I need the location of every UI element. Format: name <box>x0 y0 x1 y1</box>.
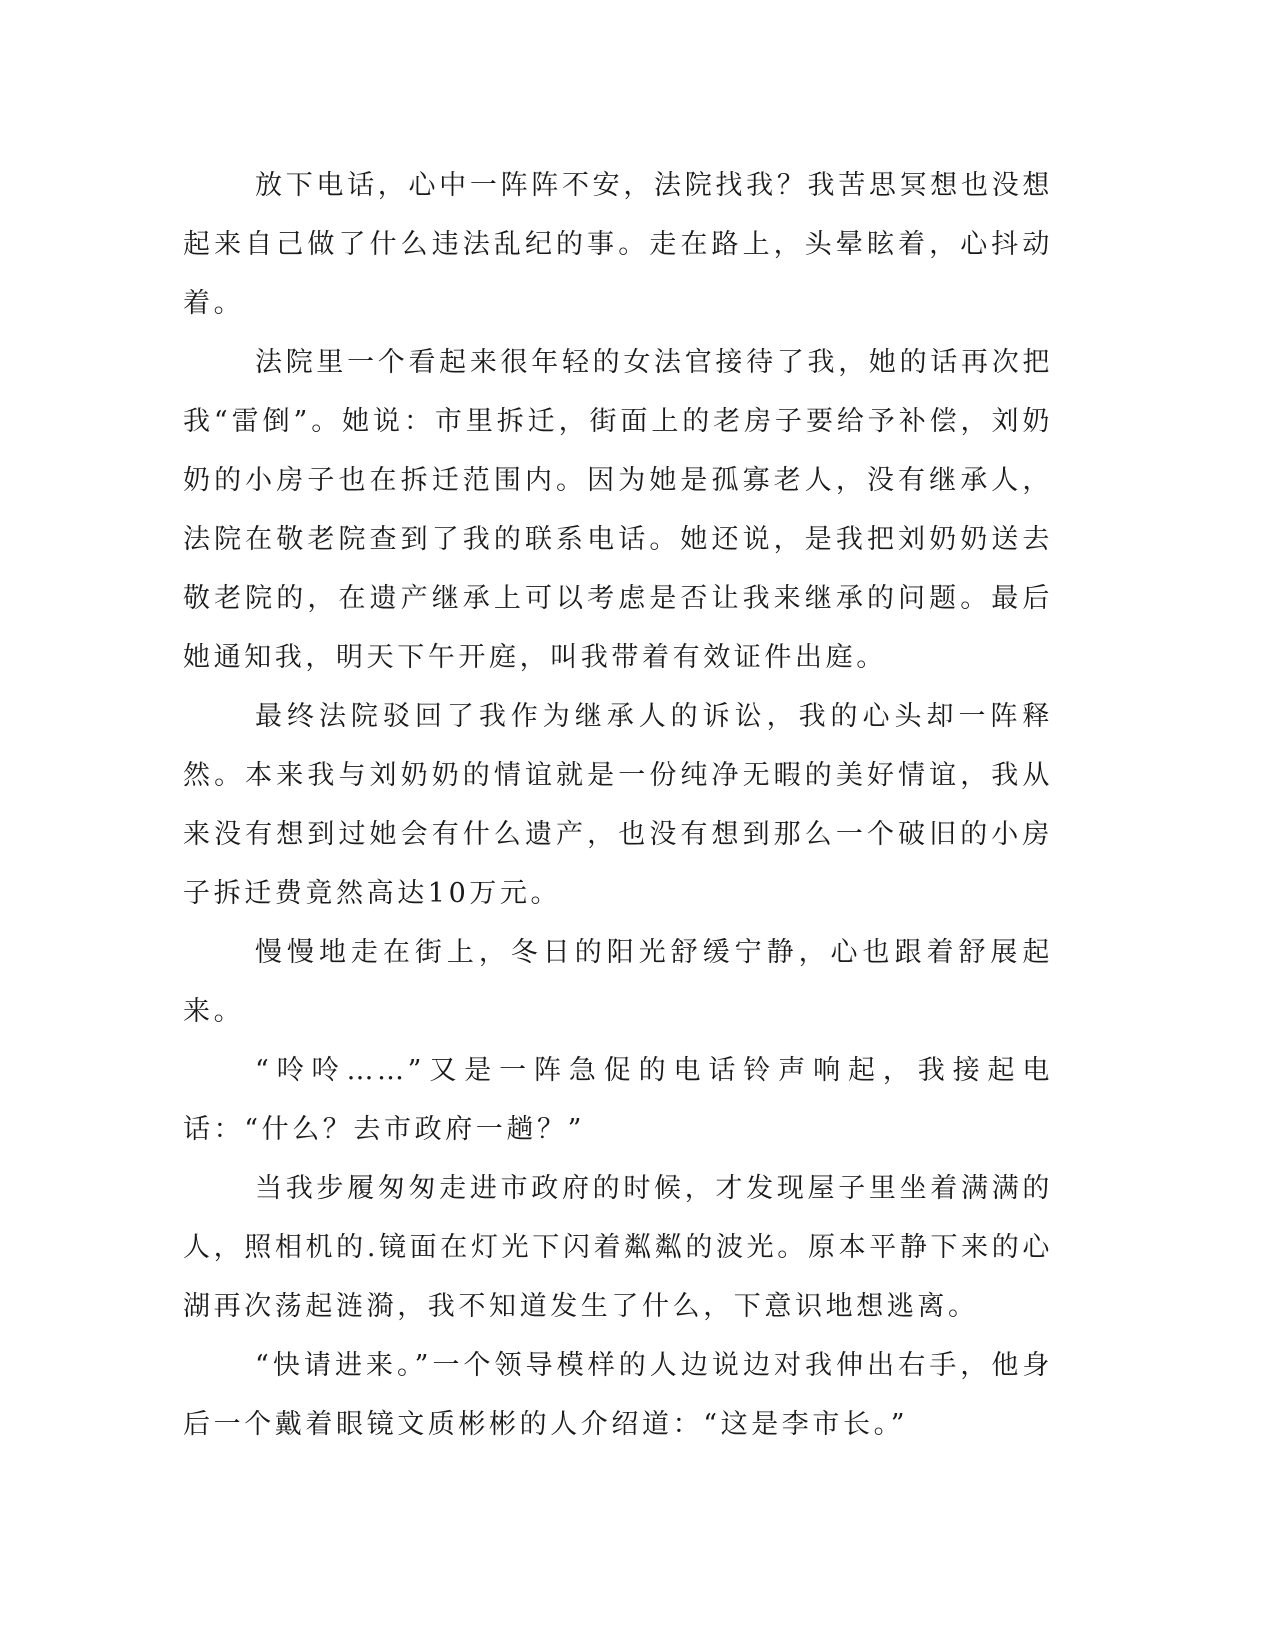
paragraph-4: 慢慢地走在街上，冬日的阳光舒缓宁静，心也跟着舒展起来。 <box>183 937 1053 1027</box>
paragraph-5: “呤呤……”又是一阵急促的电话铃声响起，我接起电话：“什么？去市政府一趟？” <box>183 1055 1053 1145</box>
paragraph-7: “快请进来。”一个领导模样的人边说边对我伸出右手，他身后一个戴着眼镜文质彬彬的人介绍道：“这是李市长。” <box>183 1350 1053 1440</box>
paragraph-1: 放下电话，心中一阵阵不安，法院找我？我苦思冥想也没想起来自己做了什么违法乱纪的事。走在路上，头晕眩着，心抖动着。 <box>183 170 1053 319</box>
paragraph-2: 法院里一个看起来很年轻的女法官接待了我，她的话再次把我“雷倒”。她说：市里拆迁，街面上的老房子要给予补偿，刘奶奶的小房子也在拆迁范围内。因为她是孤寡老人，没有继承人，法院在敬老院查到了我的联系电话。她还说，是我把刘奶奶送去敬老院的，在遗产继承上可以考虑是否让我来继承的问题。最后她通知我，明天下午开庭，叫我带着有效证件出庭。 <box>183 347 1053 673</box>
document-body <box>183 156 1053 1454</box>
paragraph-6: 当我步履匆匆走进市政府的时候，才发现屋子里坐着满满的人，照相机的.镜面在灯光下闪着粼粼的波光。原本平静下来的心湖再次荡起涟漪，我不知道发生了什么，下意识地想逃离。 <box>183 1173 1053 1322</box>
paragraph-3: 最终法院驳回了我作为继承人的诉讼，我的心头却一阵释然。本来我与刘奶奶的情谊就是一份纯净无暇的美好情谊，我从来没有想到过她会有什么遗产，也没有想到那么一个破旧的小房子拆迁费竟然高达10万元。 <box>183 701 1053 909</box>
